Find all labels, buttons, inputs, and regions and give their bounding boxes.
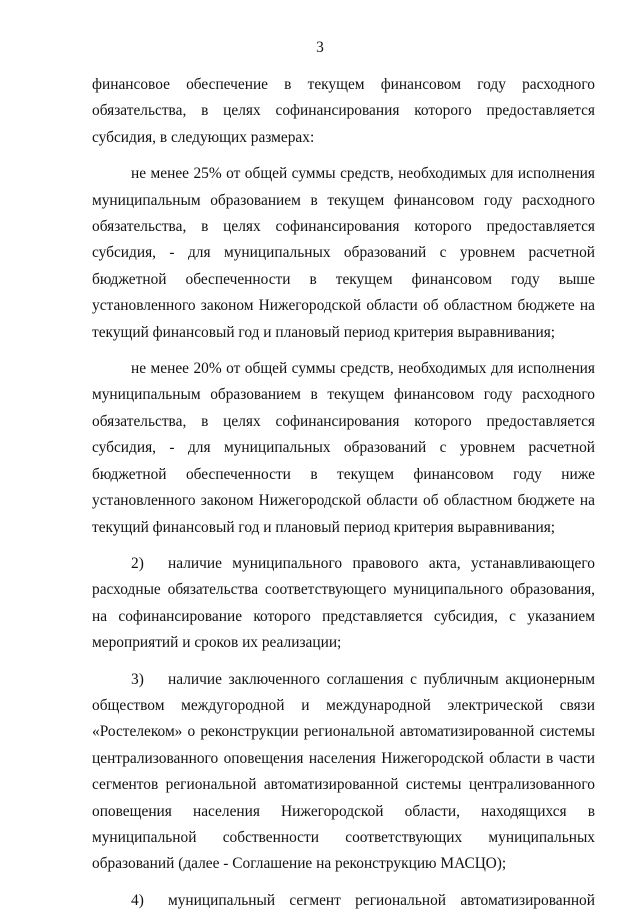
list-item-4 — [92, 888, 595, 914]
paragraph-gap — [92, 657, 595, 667]
list-item-number: 2) — [131, 554, 144, 572]
list-item-number: 3) — [131, 670, 144, 688]
list-item-text: наличие заключенного соглашения с публичным акционерным обществом междугородной и международной электрической связи «Ростелеком» о реконструкции региональной автоматизированной системы централизованного оповещения населения Нижегородской области в части сегментов региональной автоматизированной системы централизованного оповещения населения Нижегородской области, находящихся в муниципальной собственности соответствующих муниципальных образований (далее - Соглашение на реконструкцию МАСЦО); — [92, 670, 595, 873]
paragraph-gap — [92, 878, 595, 888]
list-item-2 — [92, 551, 595, 657]
list-item-number: 4) — [131, 891, 144, 909]
list-item-text: муниципальный сегмент региональной автоматизированной — [168, 891, 595, 909]
list-item-3 — [92, 667, 595, 878]
paragraph-gap — [92, 346, 595, 356]
paragraph-gap — [92, 151, 595, 161]
paragraph-gap — [92, 541, 595, 551]
paragraph-25-percent: не менее 25% от общей суммы средств, необходимых для исполнения муниципальным образованием в текущем финансовом году расходного обязательства, в целях софинансирования которого предоставляется субсидия, - для муниципальных образований с уровнем расчетной бюджетной обеспеченности в текущем финансовом году выше установленного законом Нижегородской области об областном бюджете на текущий финансовый год и плановый период критерия выравнивания; — [92, 165, 595, 341]
paragraph-20-percent: не менее 20% от общей суммы средств, необходимых для исполнения муниципальным образованием в текущем финансовом году расходного обязательства, в целях софинансирования которого предоставляется субсидия, - для муниципальных образований с уровнем расчетной бюджетной обеспеченности в текущем финансовом году ниже установленного законом Нижегородской области об областном бюджете на текущий финансовый год и плановый период критерия выравнивания; — [92, 360, 595, 536]
page-number: 3 — [316, 39, 324, 56]
document-body — [92, 72, 595, 914]
list-item-text: наличие муниципального правового акта, устанавливающего расходные обязательства соответствующего муниципального образования, на софинансирование которого представляется субсидия, с указанием мероприятий и сроков их реализации; — [92, 554, 595, 652]
paragraph-continuation: финансовое обеспечение в текущем финансовом году расходного обязательства, в целях софинансирования которого предоставляется субсидия, в следующих размерах: — [92, 76, 595, 146]
